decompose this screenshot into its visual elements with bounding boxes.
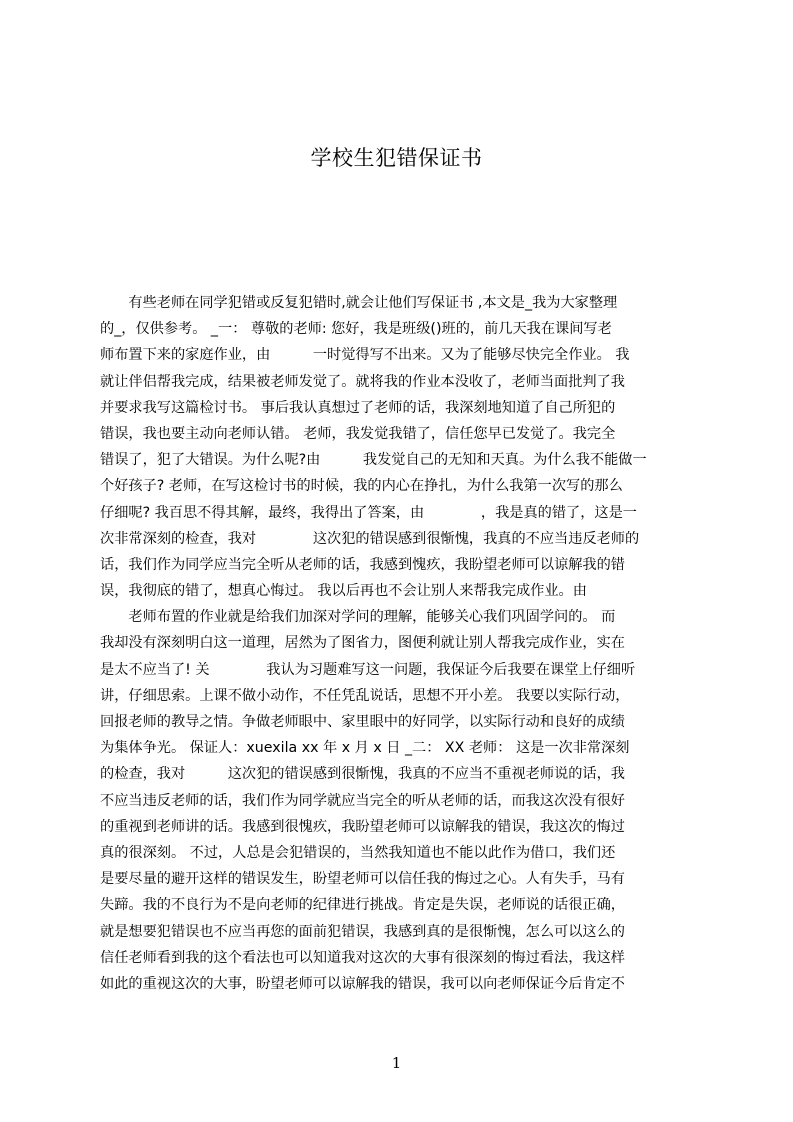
body-line: 是要尽量的避开这样的错误发生，盼望老师可以信任我的悔过之心。人有失手，马有	[100, 871, 625, 888]
body-line: 我却没有深刻明白这一道理，居然为了图省力，图便利就让别人帮我完成作业，实在	[100, 635, 625, 652]
body-line: 是太不应当了! 关 我认为习题难写这一问题，我保证今后我要在课堂上仔细听	[100, 661, 636, 678]
body-line: 的重视到老师讲的话。我感到很愧疚，我盼望老师可以谅解我的错误，我这次的悔过	[100, 818, 625, 835]
page-number: 1	[391, 1054, 402, 1072]
body-line: 回报老师的教导之情。争做老师眼中、家里眼中的好同学，以实际行动和良好的成绩	[100, 714, 625, 730]
body-line: 有些老师在同学犯错或反复犯错时,就会让他们写保证书 ,本文是_我为大家整理	[100, 295, 618, 311]
body-line: 师布置下来的家庭作业，由 一时觉得写不出来。又为了能够尽快完全作业。 我	[100, 347, 630, 364]
body-line: 个好孩子? 老师，在写这检讨书的时候，我的内心在挣扎，为什么我第一次写的那么	[100, 478, 623, 495]
body-line: 信任老师看到我的这个看法也可以知道我对这次的大事有很深刻的悔过看法，我这样	[100, 949, 625, 966]
body-line: 就是想要犯错误也不应当再您的面前犯错误，我感到真的是很惭愧，怎么可以这么的	[100, 923, 625, 940]
body-line: 仔细呢? 我百思不得其解，最终，我得出了答案，由 ，我是真的错了，这是一	[100, 504, 637, 521]
body-line: 错误了，犯了大错误。为什么呢?由 我发觉自己的无知和天真。为什么我不能做一	[100, 452, 647, 469]
document-body	[100, 290, 700, 997]
body-line: 真的很深刻。 不过，人总是会犯错误的，当然我知道也不能以此作为借口，我们还	[100, 844, 616, 861]
body-line: 错误，我也要主动向老师认错。 老师，我发觉我错了，信任您早已发觉了。我完全	[100, 425, 616, 442]
body-line: 并要求我写这篇检讨书。 事后我认真想过了老师的话，我深刻地知道了自己所犯的	[100, 399, 616, 416]
body-line: 次非常深刻的检查，我对 这次犯的错误感到很惭愧，我真的不应当违反老师的	[100, 530, 640, 547]
body-line: 讲，仔细思索。上课不做小动作，不任凭乱说话，思想不开小差。 我要以实际行动，	[100, 687, 630, 704]
body-line: 为集体争光。 保证人：xuexila xx 年 x 月 x 日 _二： XX 老师： 这是一次非常深刻	[100, 740, 630, 757]
body-line: 误，我彻底的错了，想真心悔过。 我以后再也不会让别人来帮我完成作业。由	[100, 583, 587, 600]
body-line: 就让伴侣帮我完成，结果被老师发觉了。就将我的作业本没收了，老师当面批判了我	[100, 373, 625, 390]
body-line: 的_，仅供参考。 _一： 尊敬的老师: 您好，我是班级()班的，前几天我在课间写老	[100, 321, 612, 338]
body-line: 的检查，我对 这次犯的错误感到很惭愧，我真的不应当不重视老师说的话，我	[100, 766, 625, 783]
body-line: 失蹄。我的不良行为不是向老师的纪律进行挑战。肯定是失误，老师说的话很正确，	[100, 897, 625, 914]
body-line: 如此的重视这次的大事，盼望老师可以谅解我的错误，我可以向老师保证今后肯定不	[100, 975, 625, 992]
body-line: 老师布置的作业就是给我们加深对学问的理解，能够关心我们巩固学问的。 而	[100, 609, 616, 626]
body-line: 不应当违反老师的话，我们作为同学就应当完全的听从老师的话，而我这次没有很好	[100, 792, 625, 809]
body-line: 话，我们作为同学应当完全听从老师的话，我感到愧疚，我盼望老师可以谅解我的错	[100, 556, 625, 573]
document-title: 学校生犯错保证书	[310, 146, 483, 170]
